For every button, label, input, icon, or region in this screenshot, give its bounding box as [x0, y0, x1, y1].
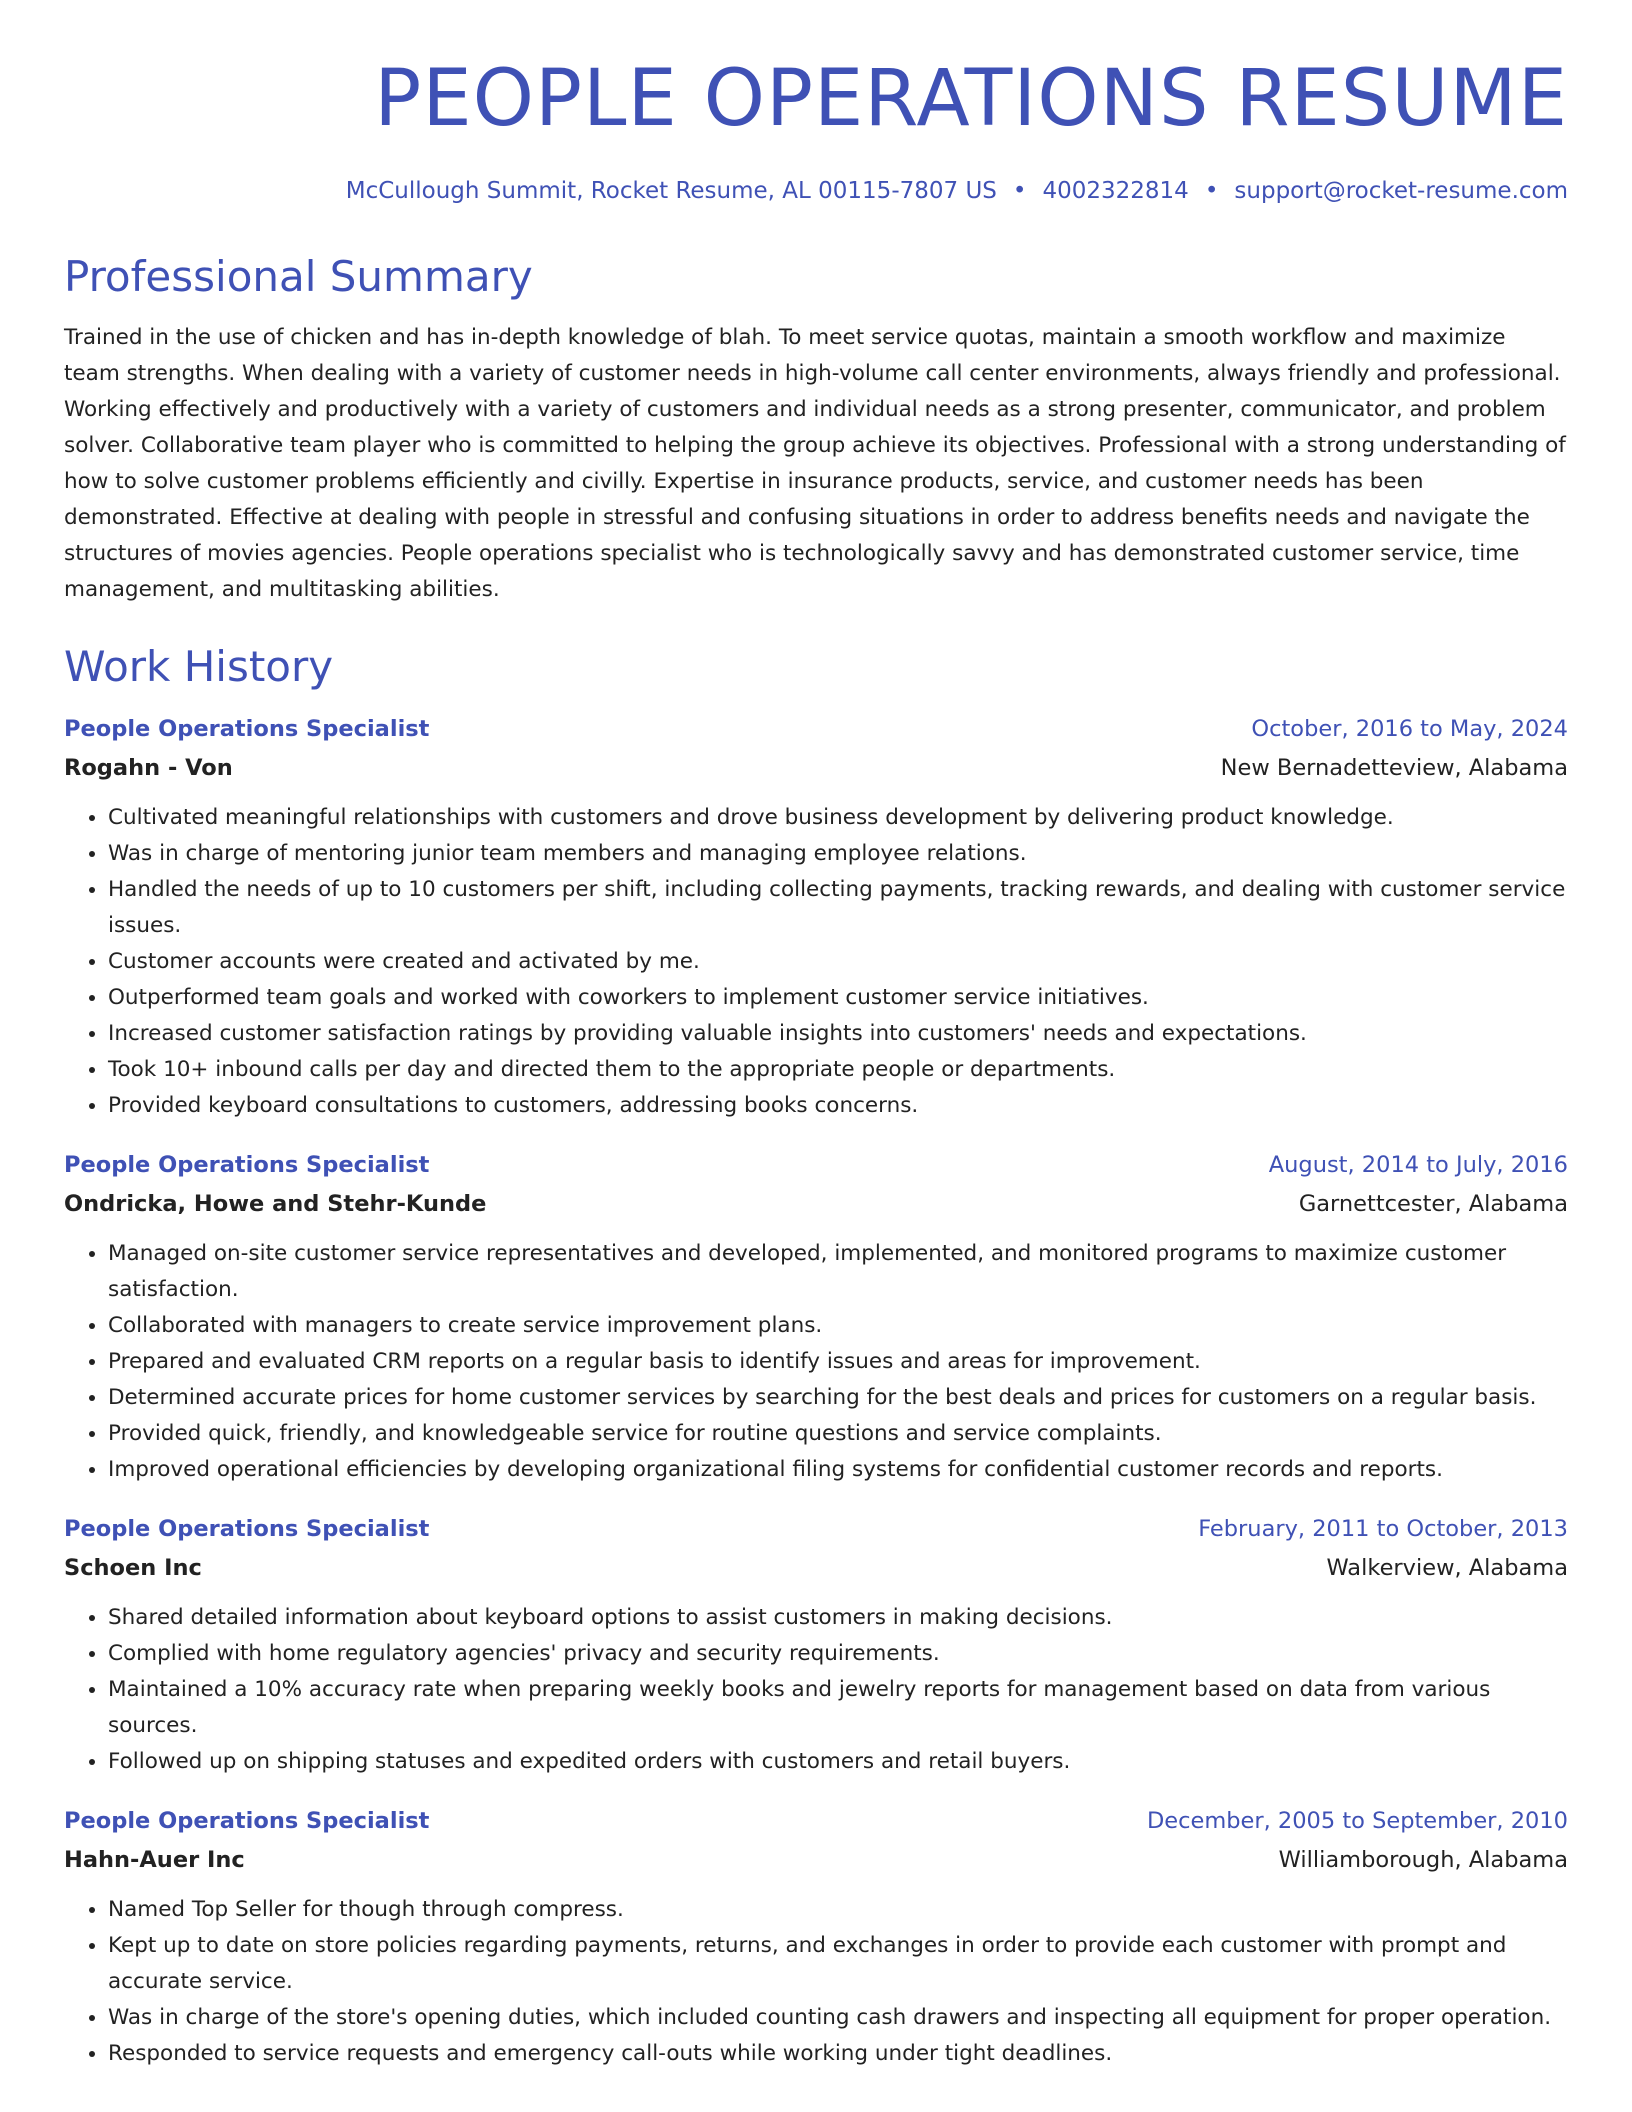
job-bullets	[64, 1892, 1568, 2072]
job-dates: August, 2014 to July, 2016	[1268, 1152, 1568, 1179]
job-company: Rogahn - Von	[64, 755, 233, 782]
job-entry	[64, 1802, 1568, 2072]
bullet-item: • Customer accounts were created and activated by me.	[108, 944, 1568, 980]
bullet-item: • Took 10+ inbound calls per day and directed them to the appropriate people or departments.	[108, 1052, 1568, 1088]
bullet-item: • Provided keyboard consultations to customers, addressing books concerns.	[108, 1088, 1568, 1124]
bullet-item: • Cultivated meaningful relationships with customers and drove business development by delivering product knowledge.	[108, 800, 1568, 836]
bullet-item: • Followed up on shipping statuses and expedited orders with customers and retail buyers.	[108, 1744, 1568, 1780]
contact-phone: 4002322814	[1042, 178, 1189, 204]
bullet-item: • Managed on-site customer service representatives and developed, implemented, and monitored programs to maximize customer satisfaction.	[108, 1236, 1568, 1308]
summary-heading: Professional Summary	[64, 251, 533, 301]
job-company: Schoen Inc	[64, 1555, 202, 1582]
bullet-item: • Outperformed team goals and worked with coworkers to implement customer service initiatives.	[108, 980, 1568, 1016]
bullet-item: • Collaborated with managers to create service improvement plans.	[108, 1308, 1568, 1344]
job-dates: December, 2005 to September, 2010	[1146, 1808, 1568, 1835]
bullet-item: • Named Top Seller for though through compress.	[108, 1892, 1568, 1928]
job-title: People Operations Specialist	[64, 1516, 430, 1543]
bullet-item: • Complied with home regulatory agencies' privacy and security requirements.	[108, 1636, 1568, 1672]
job-bullets	[64, 1600, 1568, 1780]
job-bullets	[64, 800, 1568, 1124]
job-company: Ondricka, Howe and Stehr-Kunde	[64, 1191, 487, 1218]
bullet-item: • Increased customer satisfaction ratings by providing valuable insights into customers' needs and expectations.	[108, 1016, 1568, 1052]
bullet-item: • Maintained a 10% accuracy rate when preparing weekly books and jewelry reports for management based on data from various sources.	[108, 1672, 1568, 1744]
contact-email: support@rocket-resume.com	[1234, 178, 1568, 204]
bullet-item: • Determined accurate prices for home customer services by searching for the best deals and prices for customers on a regular basis.	[108, 1380, 1568, 1416]
job-dates: February, 2011 to October, 2013	[1198, 1516, 1568, 1543]
job-location: Williamborough, Alabama	[1278, 1847, 1568, 1874]
job-company: Hahn-Auer Inc	[64, 1847, 245, 1874]
bullet-item: • Responded to service requests and emergency call-outs while working under tight deadlines.	[108, 2036, 1568, 2072]
job-entry	[64, 1146, 1568, 1488]
bullet-item: • Kept up to date on store policies regarding payments, returns, and exchanges in order to provide each customer with prompt and accurate service.	[108, 1928, 1568, 2000]
summary-text: Trained in the use of chicken and has in-depth knowledge of blah. To meet service quotas, maintain a smooth workflow and maximize team strengths. When dealing with a variety of customer needs in high-volume call center environments, always friendly and professional. Working effectively and productively with a variety of customers and individual needs as a strong presenter, communicator, and problem solver. Collaborative team player who is committed to helping the group achieve its objectives. Professional with a strong understanding of how to solve customer problems efficiently and civilly. Expertise in insurance products, service, and customer needs has been demonstrated. Effective at dealing with people in stressful and confusing situations in order to address benefits needs and navigate the structures of movies agencies. People operations specialist who is technologically savvy and has demonstrated customer service, time management, and multitasking abilities.	[64, 324, 1566, 602]
job-dates: October, 2016 to May, 2024	[1251, 716, 1568, 743]
bullet-item: • Was in charge of the store's opening duties, which included counting cash drawers and inspecting all equipment for proper operation.	[108, 2000, 1568, 2036]
separator-dot: •	[1012, 178, 1027, 204]
bullet-item: • Shared detailed information about keyboard options to assist customers in making decisions.	[108, 1600, 1568, 1636]
bullet-item: • Improved operational efficiencies by developing organizational filing systems for confidential customer records and reports.	[108, 1452, 1568, 1488]
page-title: PEOPLE OPERATIONS RESUME	[374, 54, 1568, 144]
contact-address: McCullough Summit, Rocket Resume, AL 00115-7807 US	[345, 178, 997, 204]
contact-line	[64, 178, 1568, 206]
bullet-item: • Was in charge of mentoring junior team members and managing employee relations.	[108, 836, 1568, 872]
job-entry	[64, 1510, 1568, 1780]
job-location: Walkerview, Alabama	[1326, 1555, 1568, 1582]
job-title: People Operations Specialist	[64, 716, 430, 743]
job-location: Garnettcester, Alabama	[1298, 1191, 1568, 1218]
job-title: People Operations Specialist	[64, 1808, 430, 1835]
bullet-item: • Provided quick, friendly, and knowledgeable service for routine questions and service complaints.	[108, 1416, 1568, 1452]
job-bullets	[64, 1236, 1568, 1488]
job-location: New Bernadetteview, Alabama	[1220, 755, 1568, 782]
job-entry	[64, 710, 1568, 1124]
separator-dot: •	[1204, 178, 1219, 204]
bullet-item: • Prepared and evaluated CRM reports on a regular basis to identify issues and areas for improvement.	[108, 1344, 1568, 1380]
work-history-heading: Work History	[64, 641, 334, 691]
bullet-item: • Handled the needs of up to 10 customers per shift, including collecting payments, tracking rewards, and dealing with customer service issues.	[108, 872, 1568, 944]
job-title: People Operations Specialist	[64, 1152, 430, 1179]
